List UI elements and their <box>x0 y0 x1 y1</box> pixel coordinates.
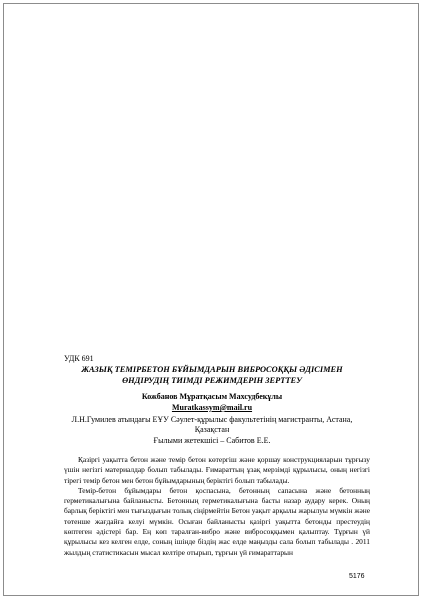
author-email-link[interactable]: Muratkassym@mail.ru <box>171 403 253 412</box>
paragraph: Темір-бетон бұйымдары бетон қоспасына, бетонның сапасына және бетонның герметикалығына байланысты. Бетонның герметикалығына басты назар аудару керек. Оның барлық беріктігі мен тығыздығын толық сіңірмейтін Бетон уақыт арқылы жарылуы мүмкін және төтенше жағдайға келуі мүмкін. Осыған байланысты қазіргі уақытта бетонды престеудің көптеген әдістері бар. Ең көп таралған-вибро және вибросоққымен қалыптау. Тұрғын үй құрылысы кез келген елде, соның ішінде біздің жас елде маңызды сала болып табылады . 2011 жылдың статистикасын мысал келтіре отырып, тұрғын үй ғимараттарын <box>64 485 370 557</box>
affiliation-line-1: Л.Н.Гумилев атындағы ЕҰУ Сәулет-құрылыс факультетінің магистранты, Астана, <box>71 415 353 424</box>
page-number: 5176 <box>349 573 365 580</box>
supervisor: Ғылыми жетекшісі – Сабитов Е.Е. <box>153 436 271 445</box>
paragraph: Қазіргі уақытта бетон және темір бетон көтергіш және қоршау конструкцияларын тұрғызу үшін негізгі материалдар болып табылады. Ғимараттың ұзақ мерзімді құрылысы, оның негізгі тірегі темір бетон мен бетон бұйымдарының беріктігі болып табылады. <box>64 455 370 485</box>
author-name: Кожбанов Мұратқасым Махсудбекұлы <box>141 392 283 401</box>
udc-code: УДК 691 <box>64 354 94 363</box>
paper-title-line-2: ӨНДІРУДІҢ ТИІМДІ РЕЖИМДЕРІН ЗЕРТТЕУ <box>122 376 302 385</box>
body-text <box>64 455 370 558</box>
paper-title-line-1: ЖАЗЫҚ ТЕМІРБЕТОН БҰЙЫМДАРЫН ВИБРОСОҚҚЫ ӘДІСІМЕН <box>81 365 343 374</box>
affiliation-line-2: Қазақстан <box>194 425 230 434</box>
